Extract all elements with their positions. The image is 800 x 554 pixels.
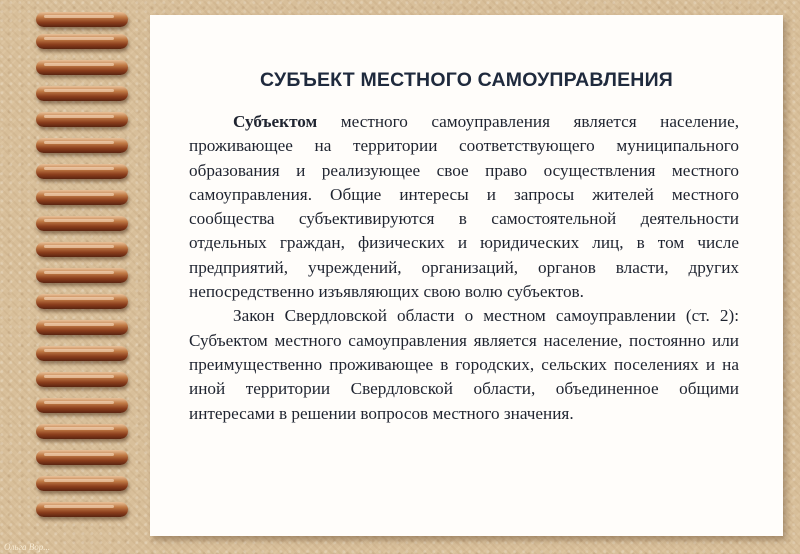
binding-ring: [36, 138, 128, 153]
binding-ring: [36, 242, 128, 257]
bold-lead-term: Субъектом: [233, 112, 318, 131]
binding-ring: [36, 60, 128, 75]
binding-ring: [36, 320, 128, 335]
paper-sheet: [150, 15, 783, 536]
binding-ring: [36, 502, 128, 517]
binding-ring: [36, 346, 128, 361]
binding-ring: [36, 268, 128, 283]
binding-ring: [36, 476, 128, 491]
binding-ring: [36, 450, 128, 465]
binding-ring: [36, 190, 128, 205]
definition-paragraph: [189, 110, 739, 304]
law-paragraph: Закон Свердловской области о местном самоуправлении (ст. 2): Субъектом местного самоуправления является население, постоянно или преимущественно проживающее в городских, сельских поселениях и на иной территории Свердловской области, объединенное общими интересами в решении вопросов местного значения.: [189, 306, 739, 423]
definition-text: местного самоуправления является население, проживающее на территории соответствующего муниципального образования и реализующее свое право осуществления местного самоуправления. Общие интересы и запросы жителей местного сообщества субъективируются в самостоятельной деятельности отдельных граждан, физических и юридических лиц, в том числе предприятий, учреждений, организаций, органов власти, других непосредственно изъявляющих свою волю субъектов.: [189, 112, 739, 302]
binding-ring: [36, 294, 128, 309]
binding-ring: [36, 112, 128, 127]
binding-ring: [36, 398, 128, 413]
binding-ring: [36, 424, 128, 439]
binding-ring: [36, 164, 128, 179]
binding-ring: [36, 86, 128, 101]
binding-ring: [36, 34, 128, 49]
slide-body: [189, 110, 739, 426]
binding-ring: [36, 12, 128, 27]
binding-ring: [36, 372, 128, 387]
binding-ring: [36, 216, 128, 231]
slide-title: СУБЪЕКТ МЕСТНОГО САМОУПРАВЛЕНИЯ: [259, 69, 674, 91]
watermark-signature: Ольга Вор...: [4, 542, 51, 552]
